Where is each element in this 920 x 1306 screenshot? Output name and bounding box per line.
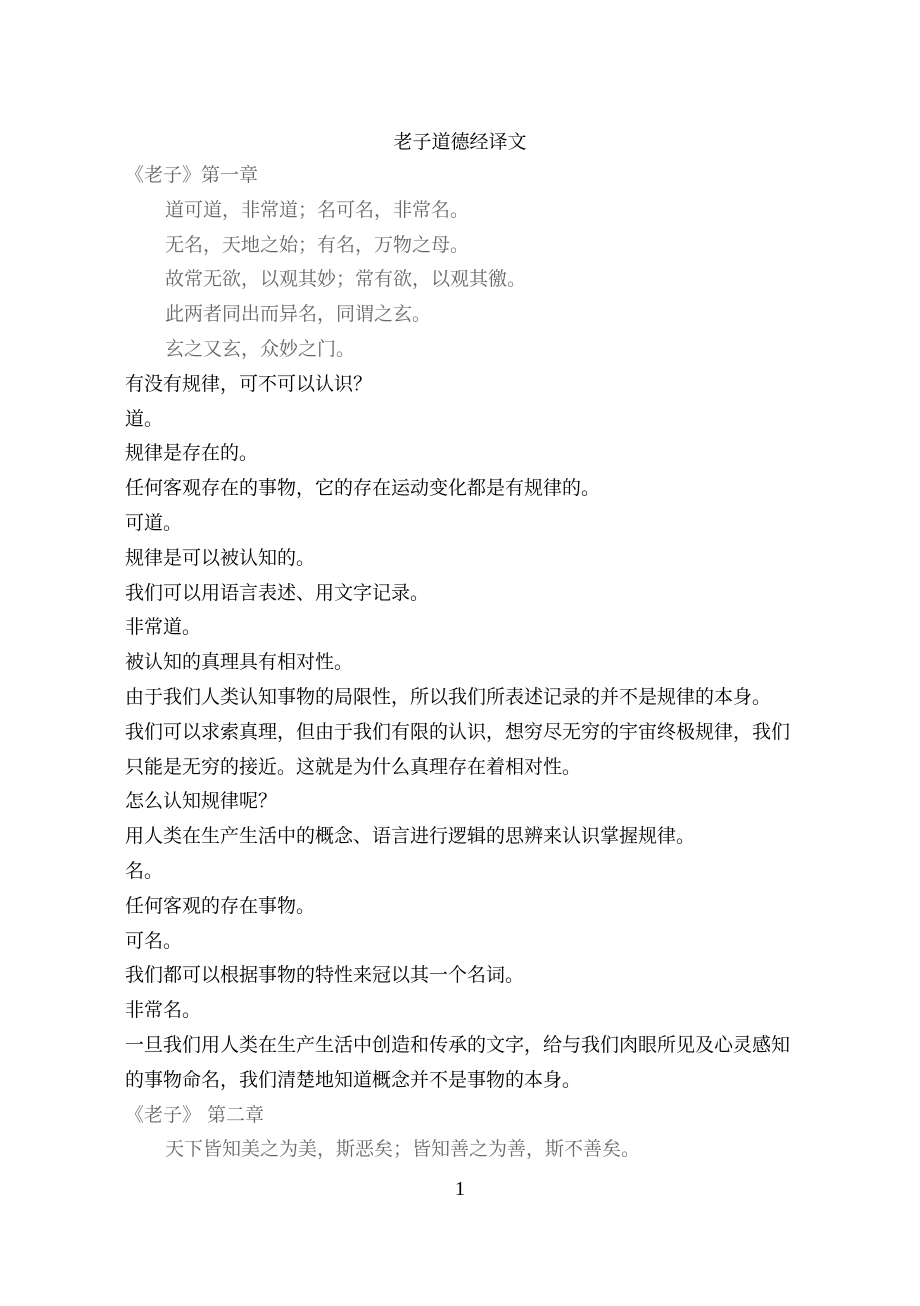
commentary-paragraph: 一旦我们用人类在生产生活中创造和传承的文字，给与我们肉眼所见及心灵感知的事物命名，我们清楚地知道概念并不是事物的本身。	[125, 1033, 791, 1091]
commentary-line: 非常名。	[125, 999, 202, 1022]
commentary-line: 道。	[125, 407, 164, 430]
verse-line: 此两者同出而异名，同谓之玄。	[165, 303, 432, 326]
commentary-line: 任何客观的存在事物。	[125, 894, 316, 917]
commentary-line: 规律是可以被认知的。	[125, 546, 316, 569]
commentary-paragraph: 我们可以求索真理，但由于我们有限的认识，想穷尽无穷的宇宙终极规律，我们只能是无穷的接近。这就是为什么真理存在着相对性。	[125, 720, 791, 778]
page-number: 1	[455, 1178, 465, 1200]
verse-line: 天下皆知美之为美，斯恶矣；皆知善之为善，斯不善矣。	[165, 1138, 641, 1161]
chapter-1-heading: 《老子》第一章	[125, 164, 259, 186]
commentary-line: 我们都可以根据事物的特性来冠以其一个名词。	[125, 964, 525, 987]
commentary-line: 任何客观存在的事物，它的存在运动变化都是有规律的。	[125, 477, 601, 500]
commentary-line: 由于我们人类认知事物的局限性，所以我们所表述记录的并不是规律的本身。	[125, 685, 772, 708]
commentary-line: 怎么认知规律呢？	[125, 790, 278, 813]
commentary-line: 用人类在生产生活中的概念、语言进行逻辑的思辨来认识掌握规律。	[125, 825, 696, 848]
verse-line: 无名，天地之始；有名，万物之母。	[165, 233, 470, 256]
commentary-line: 名。	[125, 859, 164, 882]
document-body	[125, 158, 805, 1167]
document-title: 老子道德经译文	[393, 131, 527, 153]
commentary-line: 有没有规律，可不可以认识？	[125, 372, 373, 395]
verse-line: 玄之又玄，众妙之门。	[165, 337, 356, 360]
commentary-line: 可名。	[125, 929, 183, 952]
commentary-line: 可道。	[125, 511, 183, 534]
commentary-line: 我们可以用语言表述、用文字记录。	[125, 581, 430, 604]
commentary-line: 被认知的真理具有相对性。	[125, 651, 354, 674]
chapter-2-heading: 《老子》 第二章	[125, 1103, 265, 1126]
commentary-line: 规律是存在的。	[125, 442, 259, 465]
verse-line: 道可道，非常道；名可名，非常名。	[165, 198, 470, 221]
commentary-line: 非常道。	[125, 616, 202, 639]
verse-line: 故常无欲，以观其妙；常有欲，以观其徼。	[165, 268, 527, 291]
